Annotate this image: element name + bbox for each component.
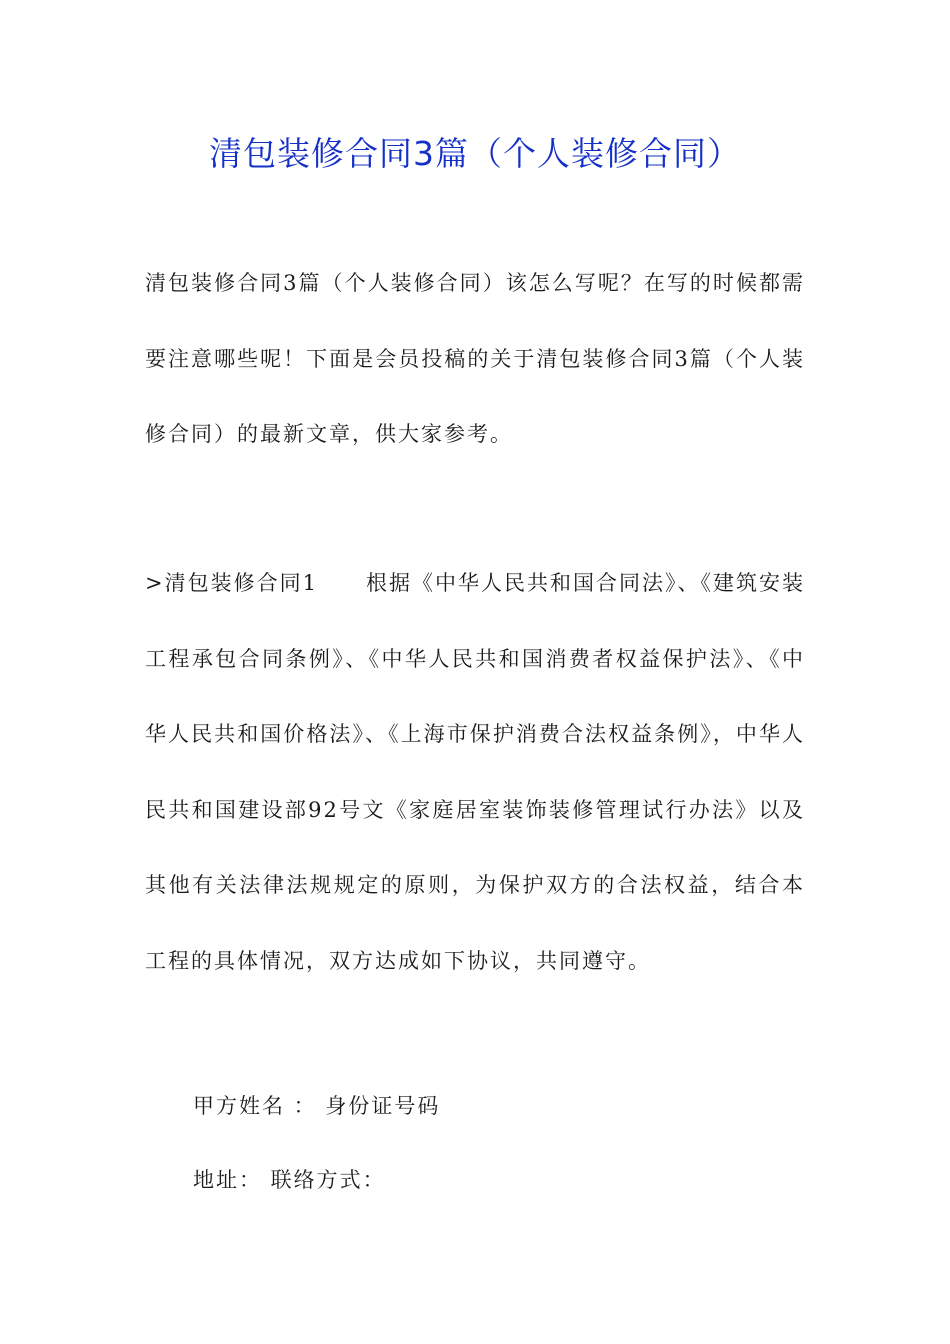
intro-paragraph: 清包装修合同3篇（个人装修合同）该怎么写呢？在写的时候都需要注意哪些呢！下面是会员投稿的关于清包装修合同3篇（个人装修合同）的最新文章，供大家参考。 [145, 271, 805, 446]
section-1-paragraph [145, 546, 805, 999]
address-line: 地址： 联络方式： [193, 1168, 386, 1192]
section-1-body: 根据《中华人民共和国合同法》、《建筑安装工程承包合同条例》、《中华人民共和国消费者权益保护法》、《中华人民共和国价格法》、《上海市保护消费合法权益条例》，中华人民共和国建设部92号文《家庭居室装饰装修管理试行办法》以及其他有关法律法规规定的原则，为保护双方的合法权益，结合本工程的具体情况，双方达成如下协议，共同遵守。 [145, 571, 805, 973]
section-1-heading: >清包装修合同1 [145, 571, 318, 595]
party-a-line: 甲方姓名 ： 身份证号码 [193, 1094, 441, 1118]
document-title: 清包装修合同3篇（个人装修合同） [209, 134, 741, 173]
